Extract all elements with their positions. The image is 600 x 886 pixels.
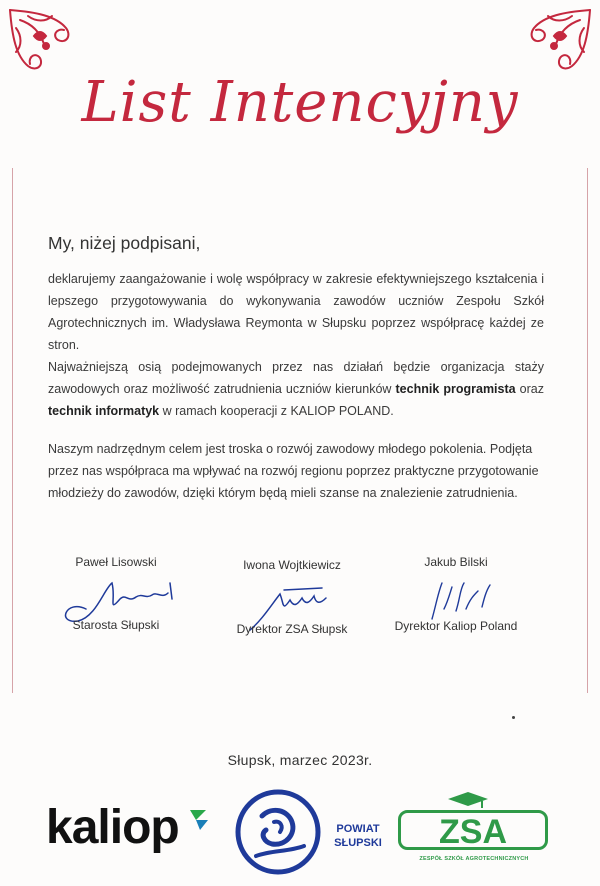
frame-border-left [12, 168, 13, 693]
kaliop-logo-icon [186, 806, 216, 836]
powiat-text-line1: POWIAT [336, 823, 380, 835]
signatory-role: Dyrektor ZSA Słupsk [236, 622, 348, 636]
zsa-logo-text: ZSA [439, 813, 507, 850]
powiat-slupski-emblem-icon [232, 786, 324, 878]
ink-dot [512, 716, 515, 719]
graduation-cap-icon [446, 790, 490, 810]
paragraph-internships-part2: oraz [515, 382, 544, 396]
paragraph-goal: Naszym nadrzędnym celem jest troska o rozwój zawodowy młodego pokolenia. Podjęta przez nas współpraca ma wpływać na rozwój regionu poprzez praktyczne przygotowanie młodzieży do zawodów, dzięki którym będą mieli szanse na znalezienie zatrudnienia. [48, 442, 539, 500]
document-title: List Intencyjny [81, 70, 519, 135]
paragraph-internships [48, 356, 544, 422]
signatory-name: Iwona Wojtkiewicz [243, 558, 341, 572]
zsa-logo-letters [398, 810, 548, 850]
paragraph-commitment: deklarujemy zaangażowanie i wolę współpracy w zakresie efektywniejszego kształcenia i lepszego przygotowywania do wykonywania zawodów uczniów Zespołu Szkół Agrotechnicznych im. Władysława Reymonta w Słupsku poprzez współpracę każdej ze stron. [48, 272, 544, 352]
signature-block-dyrektor-kaliop [356, 555, 556, 635]
program-technik-informatyk: technik informatyk [48, 404, 160, 418]
program-technik-programista: technik programista [395, 382, 516, 396]
signatory-name: Paweł Lisowski [75, 555, 157, 569]
frame-border-right [587, 168, 588, 693]
paragraph-internships-part3: w ramach kooperacji z KALIOP POLAND. [159, 404, 394, 418]
kaliop-logo-text: kaliop [46, 801, 179, 854]
greeting: My, niżej podpisani, [48, 233, 201, 253]
paragraph-internships-part1: Najważniejszą osią podejmowanych przez nas działań będzie organizacja staży zawodowych oraz możliwość zatrudnienia uczniów kierunków [48, 360, 544, 396]
zsa-logo-subtitle: ZESPÓŁ SZKÓŁ AGROTECHNICZNYCH [419, 856, 529, 862]
powiat-text-line2: SŁUPSKI [334, 837, 382, 849]
place-and-date: Słupsk, marzec 2023r. [227, 752, 373, 768]
signatory-role: Dyrektor Kaliop Poland [394, 619, 518, 633]
signatory-name: Jakub Bilski [424, 555, 488, 569]
signature-block-starosta [16, 555, 216, 635]
signatory-role: Starosta Słupski [72, 618, 160, 632]
